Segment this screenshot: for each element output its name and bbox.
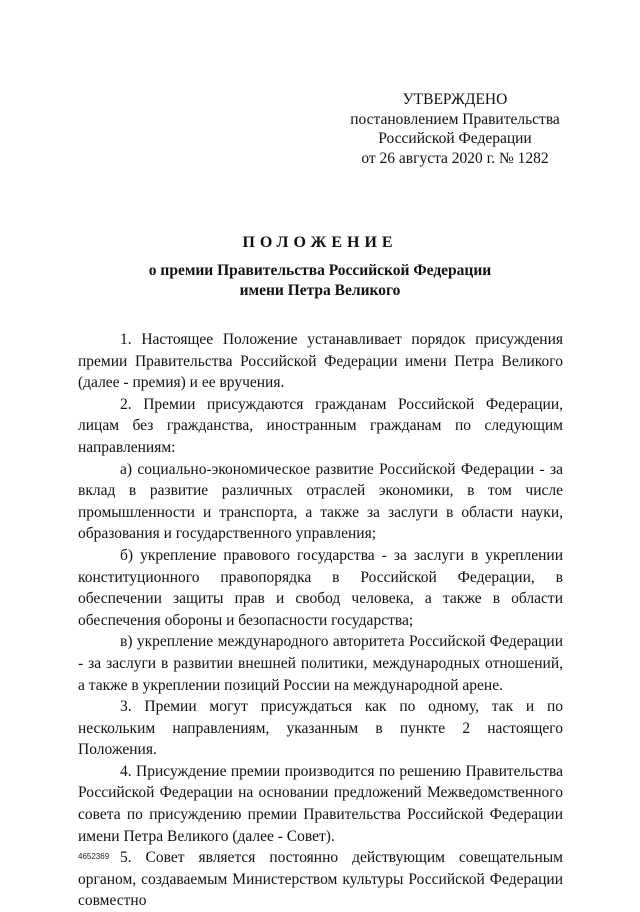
paragraph-4: 4. Присуждение премии производится по решению Правительства Российской Федерации на основании предложений Межведомственного совета по присуждению премии Правительства Российской Федерации имени Петра Великого (далее - Совет). (78, 762, 563, 845)
approval-line-decree: постановлением Правительства (350, 110, 560, 128)
paragraph-2v: в) укрепление международного авторитета Российской Федерации - за заслуги в развитии внешней политики, международных отношений, а также в укреплении позиций России на международной арене. (78, 633, 563, 694)
paragraph-3: 3. Премии могут присуждаться как по одному, так и по нескольким направлениям, указанным в пункте 2 настоящего Положения. (78, 698, 563, 759)
paragraph-1: 1. Настоящее Положение устанавливает порядок присуждения премии Правительства Российской Федерации имени Петра Великого (далее - премия) и ее вручения. (78, 331, 563, 392)
approval-line-date-number: от 26 августа 2020 г. № 1282 (361, 149, 549, 167)
document-title: ПОЛОЖЕНИЕ (242, 234, 398, 251)
paragraph-2: 2. Премии присуждаются гражданам Российской Федерации, лицам без гражданства, иностранным гражданам по следующим направлениям: (78, 395, 563, 456)
approval-line-federation: Российской Федерации (378, 130, 532, 147)
paragraph-2b: б) укрепление правового государства - за заслуги в укреплении конституционного правопорядка в Российской Федерации, в обеспечении защиты прав и свобод человека, а также в области обеспечения обороны и безопасности государства; (78, 546, 563, 629)
document-code: 4652369 (78, 852, 110, 861)
approval-heading: УТВЕРЖДЕНО (402, 91, 508, 108)
subtitle-line-1: о премии Правительства Российской Федерации (148, 262, 492, 279)
approval-stamp (340, 90, 570, 168)
document-subtitle (0, 261, 640, 301)
paragraph-2a: а) социально-экономическое развитие Российской Федерации - за вклад в развитие различных отраслей экономики, в том числе промышленности и транспорта, а также за заслуги в области науки, образования и государственного управления; (78, 460, 563, 543)
subtitle-line-2: имени Петра Великого (239, 282, 401, 299)
document-body (78, 329, 563, 912)
paragraph-5: 5. Совет является постоянно действующим совещательным органом, создаваемым Министерством культуры Российской Федерации совместно (78, 849, 563, 910)
